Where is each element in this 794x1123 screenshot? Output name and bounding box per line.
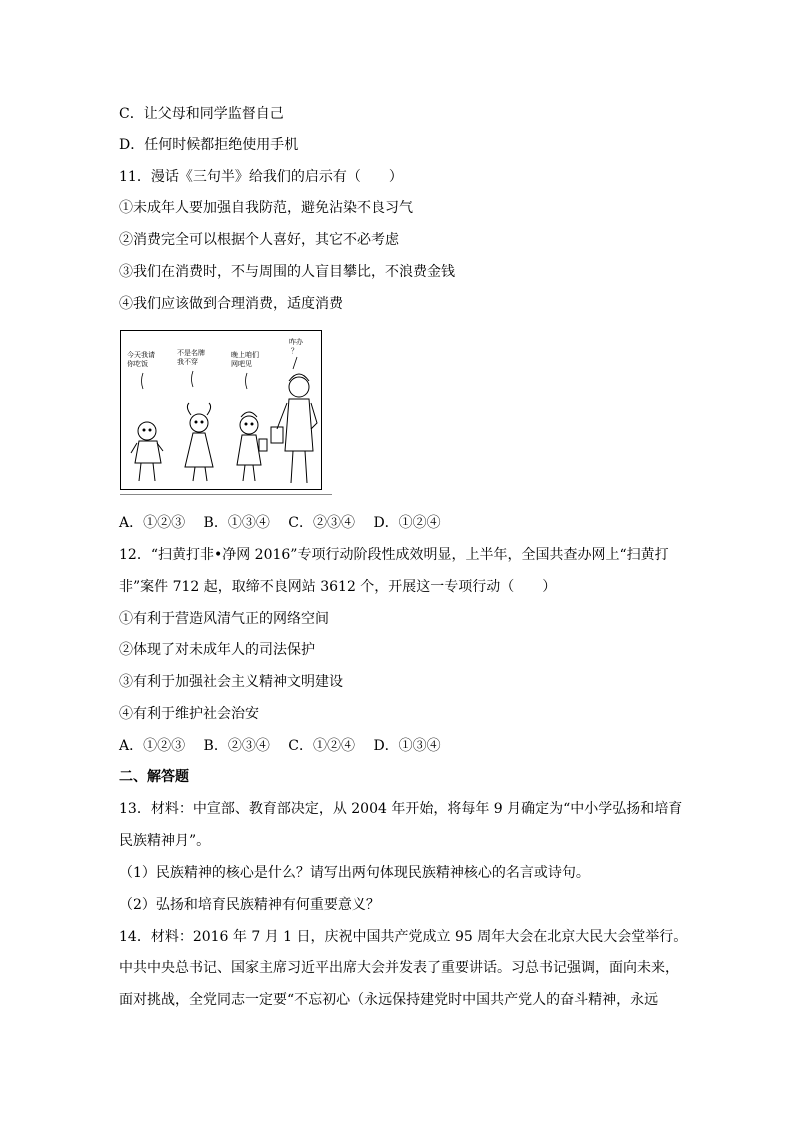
q11-statement-1: ①未成年人要加强自我防范，避免沾染不良习气 [119,200,413,216]
q14-material-line-3: 面对挑战，全党同志一定要“不忘初心（永远保持建党时中国共产党人的奋斗精神，永远 [119,992,659,1008]
cartoon-divider [120,494,332,495]
bubble-1-line-1: 今天我请 [127,351,155,359]
q12-stem-line-1: 12．“扫黄打非•净网 2016”专项行动阶段性成效明显，上半年，全国共查办网上“扫黄打 [119,547,669,563]
bubble-4-line-2: ？ [291,347,298,355]
q11-stem: 11．漫话《三句半》给我们的启示有（ ） [119,169,403,185]
q14-material-line-1: 14．材料：2016 年 7 月 1 日，庆祝中国共产党成立 95 周年大会在北京大民大会堂举行。 [119,929,688,945]
q10-option-c: C．让父母和同学监督自己 [119,106,284,122]
q11-statement-4: ④我们应该做到合理消费，适度消费 [119,296,343,312]
speech-bubble-3 [231,350,259,368]
cartoon-three-and-a-half-sentences [120,330,322,490]
q12-answer-options: A．①②③ B．②③④ C．①②④ D．①③④ [119,738,441,754]
q12-statement-2: ②体现了对未成年人的司法保护 [119,642,315,658]
q12-statement-1: ①有利于营造风清气正的网络空间 [119,611,329,627]
q13-subquestion-1: （1）民族精神的核心是什么？请写出两句体现民族精神核心的名言或诗句。 [119,865,590,881]
q13-material-line-1: 13．材料：中宣部、教育部决定，从 2004 年开始，将每年 9 月确定为“中小学弘扬和培育 [119,801,683,817]
q12-stem-line-2: 非”案件 712 起，取缔不良网站 3612 个，开展这一专项行动（ ） [119,579,557,595]
section-heading-answer-questions: 二、解答题 [119,769,189,785]
q12-statement-3: ③有利于加强社会主义精神文明建设 [119,674,343,690]
child-figure-2 [185,403,213,481]
q11-answer-options: A．①②③ B．①③④ C．②③④ D．①②④ [119,515,441,531]
bubble-1-line-2: 你吃饭 [127,360,148,368]
bubble-3-line-2: 网吧见 [231,360,252,368]
speech-bubble-2 [177,348,205,366]
speech-bubble-1 [127,350,155,368]
q14-material-line-2: 中共中央总书记、国家主席习近平出席大会并发表了重要讲话。习总书记强调，面向未来， [119,960,679,976]
q12-statement-4: ④有利于维护社会治安 [119,706,259,722]
bubble-4-line-1: 咋办 [289,338,303,346]
q11-statement-2: ②消费完全可以根据个人喜好，其它不必考虑 [119,232,399,248]
bubble-2-line-1: 不是名牌 [177,349,205,357]
child-figure-3 [237,412,267,481]
child-figure-1 [131,422,163,481]
adult-figure [271,374,317,483]
q10-option-d: D．任何时候都拒绝使用手机 [119,137,299,153]
bubble-2-line-2: 我不穿 [177,358,198,366]
q13-subquestion-2: （2）弘扬和培育民族精神有何重要意义？ [119,897,380,913]
q13-material-line-2: 民族精神月”。 [119,833,211,849]
speech-bubble-4 [289,337,304,355]
q11-statement-3: ③我们在消费时，不与周围的人盲目攀比，不浪费金钱 [119,264,455,280]
bubble-3-line-1: 晚上咱们 [231,351,259,359]
